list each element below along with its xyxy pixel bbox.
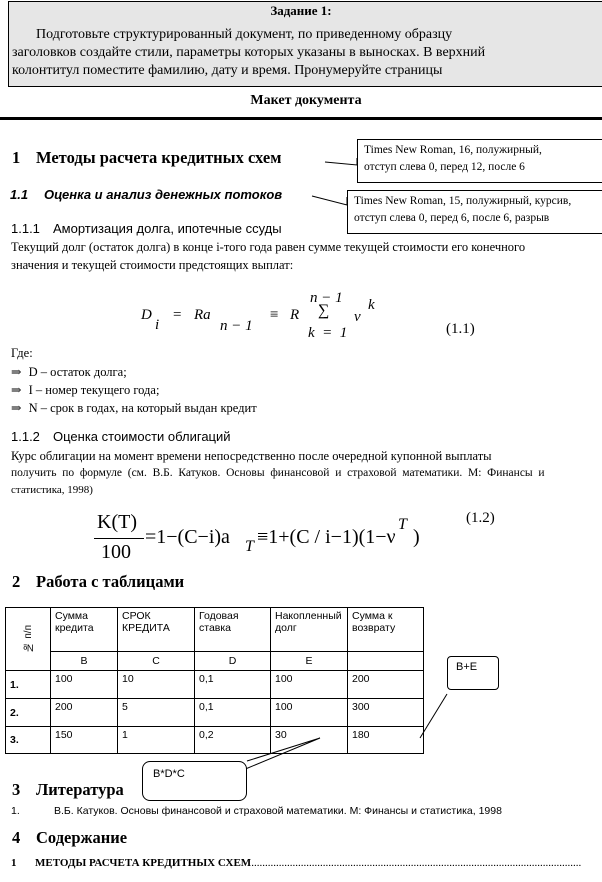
table-cell: 100	[51, 671, 118, 699]
table-header-cell: Сумма кредита	[51, 608, 118, 652]
formula-1	[0, 285, 602, 345]
table-header-cell: СРОК КРЕДИТА	[118, 608, 195, 652]
heading-section-3-number: 3	[12, 780, 21, 799]
formula-2-rhs-2: ≡1+(C / i−1)(1−ν	[257, 526, 396, 548]
toc-leader-dots: ........................................................................................................................	[251, 857, 582, 869]
heading-section-3-title: Литература	[36, 780, 124, 799]
task-line-3: колонтитул поместите фамилию, дату и время. Пронумеруйте страницы	[12, 63, 443, 78]
table-header-row	[6, 608, 424, 652]
table-cell: 100	[271, 699, 348, 727]
toc-entry[interactable]	[11, 857, 602, 869]
task-line-2: заголовков создайте стили, параметры которых указаны в выносках. В верхний	[12, 45, 486, 60]
formula-2-number: (1.2)	[466, 510, 495, 526]
callout-heading-1-style	[357, 139, 602, 183]
callout-b-plus-e: B+E	[447, 656, 499, 690]
where-label: Где:	[11, 346, 33, 360]
formula-1-sum-top: n − 1	[310, 290, 343, 306]
callout-line: Times New Roman, 15, полужирный, курсив,	[354, 195, 572, 207]
table-cell: 0,1	[195, 699, 271, 727]
formula-1-d-sub: i	[155, 317, 160, 333]
table-row	[6, 699, 424, 727]
table-letter-cell: E	[271, 651, 348, 670]
task-line-1: Подготовьте структурированный документ, по приведенному образцу	[36, 27, 453, 42]
table-cell: 30	[271, 727, 348, 754]
formula-2-numerator: K(T)	[97, 511, 137, 533]
heading-section-4	[12, 828, 127, 848]
table-row-idx: 2.	[6, 699, 51, 727]
table-header-cell: Сумма к возврату	[348, 608, 424, 652]
table-letter-row	[6, 651, 424, 670]
heading-3b-number: 1.1.2	[11, 429, 40, 444]
table-row	[6, 671, 424, 699]
table-cell: 1	[118, 727, 195, 754]
formula-1-d: D	[141, 307, 152, 323]
heading-1-number: 1	[12, 148, 21, 167]
heading-2-title: Оценка и анализ денежных потоков	[44, 187, 283, 202]
formula-1-equiv: ≡	[270, 307, 279, 323]
formula-1-number: (1.1)	[446, 321, 475, 337]
callout-line: отступ слева 0, перед 6, после 6, разрыв	[354, 212, 550, 224]
table-cell: 5	[118, 699, 195, 727]
formula-2-sup-t: T	[398, 516, 407, 533]
table-cell: 100	[271, 671, 348, 699]
reference-text: В.Б. Катуков. Основы финансовой и страховой математики. М: Финансы и статистика, 1998	[54, 805, 502, 817]
heading-3a-title: Амортизация долга, ипотечные ссуды	[53, 221, 282, 236]
pointer-h1	[325, 158, 357, 165]
formula-1-r: R	[290, 307, 300, 323]
formula-2-rhs-1: =1−(C−i)a	[145, 526, 230, 548]
table-letter-cell	[348, 651, 424, 670]
callout-line: Times New Roman, 16, полужирный,	[364, 144, 542, 156]
arrow-icon: ⇒	[11, 401, 22, 415]
formula-1-sum-sign: ∑	[318, 302, 330, 319]
table-cell: 300	[348, 699, 424, 727]
heading-2-number: 1.1	[10, 187, 29, 202]
paragraph-2-line-1: Курс облигации на момент времени непосредственно после очередной купонной выплаты	[11, 449, 492, 463]
toc-number: 1	[11, 857, 17, 869]
table-cell: 0,1	[195, 671, 271, 699]
table-idx-header-text: № п/п	[22, 625, 34, 653]
heading-section-4-title: Содержание	[36, 828, 128, 847]
bullet-text: D – остаток долга;	[28, 365, 127, 379]
formula-1-ra: Ra	[194, 307, 211, 323]
table-header-cell: Накопленный долг	[271, 608, 348, 652]
formula-2-close: )	[413, 526, 420, 548]
reference-item	[11, 805, 502, 817]
heading-3a	[11, 221, 282, 236]
bullet-3	[11, 400, 257, 416]
formula-1-eq: =	[173, 307, 182, 323]
heading-section-2-number: 2	[12, 572, 21, 591]
table-row-idx: 3.	[6, 727, 51, 754]
formula-2-fraction-bar	[94, 538, 144, 539]
task-title: Задание 1:	[270, 3, 332, 18]
formula-2-sub-t: T	[245, 538, 254, 555]
arrow-icon: ⇒	[11, 383, 22, 397]
callout-heading-2-style	[347, 190, 602, 234]
paragraph-1-line-2: значения и текущей стоимости предстоящих выплат:	[11, 258, 294, 272]
formula-2-denominator: 100	[101, 541, 131, 563]
table-cell: 0,2	[195, 727, 271, 754]
bullet-text: N – срок в годах, на который выдан кредит	[28, 401, 257, 415]
pointer-be	[420, 694, 447, 738]
toc-text: МЕТОДЫ РАСЧЕТА КРЕДИТНЫХ СХЕМ	[35, 857, 252, 869]
table-row-idx: 1.	[6, 671, 51, 699]
formula-1-sum-bottom: k = 1	[308, 325, 348, 341]
bullet-2	[11, 382, 159, 398]
heading-1-title: Методы расчета кредитных схем	[36, 148, 282, 167]
table-cell: 10	[118, 671, 195, 699]
table-header-cell: Годовая ставка	[195, 608, 271, 652]
heading-section-2	[12, 572, 184, 592]
table-row	[6, 727, 424, 754]
heading-2	[10, 187, 282, 202]
reference-number: 1.	[11, 805, 20, 817]
table-letter-cell: D	[195, 651, 271, 670]
formula-1-nu: ν	[354, 309, 361, 325]
paragraph-1-line-1: Текущий долг (остаток долга) в конце i-того года равен сумме текущей стоимости его конечного	[11, 240, 526, 254]
layout-title: Макет документа	[250, 93, 362, 108]
heading-section-2-title: Работа с таблицами	[36, 572, 185, 591]
arrow-icon: ⇒	[11, 365, 22, 379]
formula-1-ra-sub: n − 1	[220, 318, 253, 334]
heading-section-3	[12, 780, 124, 800]
paragraph-2-line-2: получить по формуле (см. В.Б. Катуков. Основы финансовой и страховой математики. М: Финансы и	[11, 467, 545, 479]
heading-3b-title: Оценка стоимости облигаций	[53, 429, 231, 444]
callout-line: отступ слева 0, перед 12, после 6	[364, 161, 525, 173]
table-cell: 200	[51, 699, 118, 727]
formula-2	[0, 508, 602, 568]
paragraph-2-line-3: статистика, 1998)	[11, 484, 93, 496]
table-idx-header	[6, 608, 51, 671]
table-cell: 200	[348, 671, 424, 699]
heading-section-4-number: 4	[12, 828, 21, 847]
table-letter-cell: B	[51, 651, 118, 670]
formula-1-nu-sup: k	[368, 297, 375, 313]
table-letter-cell: C	[118, 651, 195, 670]
table-cell: 180	[348, 727, 424, 754]
callout-b-d-c: B*D*C	[142, 761, 247, 801]
bullet-1	[11, 364, 127, 380]
pointer-h2	[312, 196, 347, 205]
credit-table	[5, 607, 424, 754]
heading-3b	[11, 429, 231, 444]
table-cell: 150	[51, 727, 118, 754]
bullet-text: I – номер текущего года;	[28, 383, 160, 397]
heading-3a-number: 1.1.1	[11, 221, 40, 236]
